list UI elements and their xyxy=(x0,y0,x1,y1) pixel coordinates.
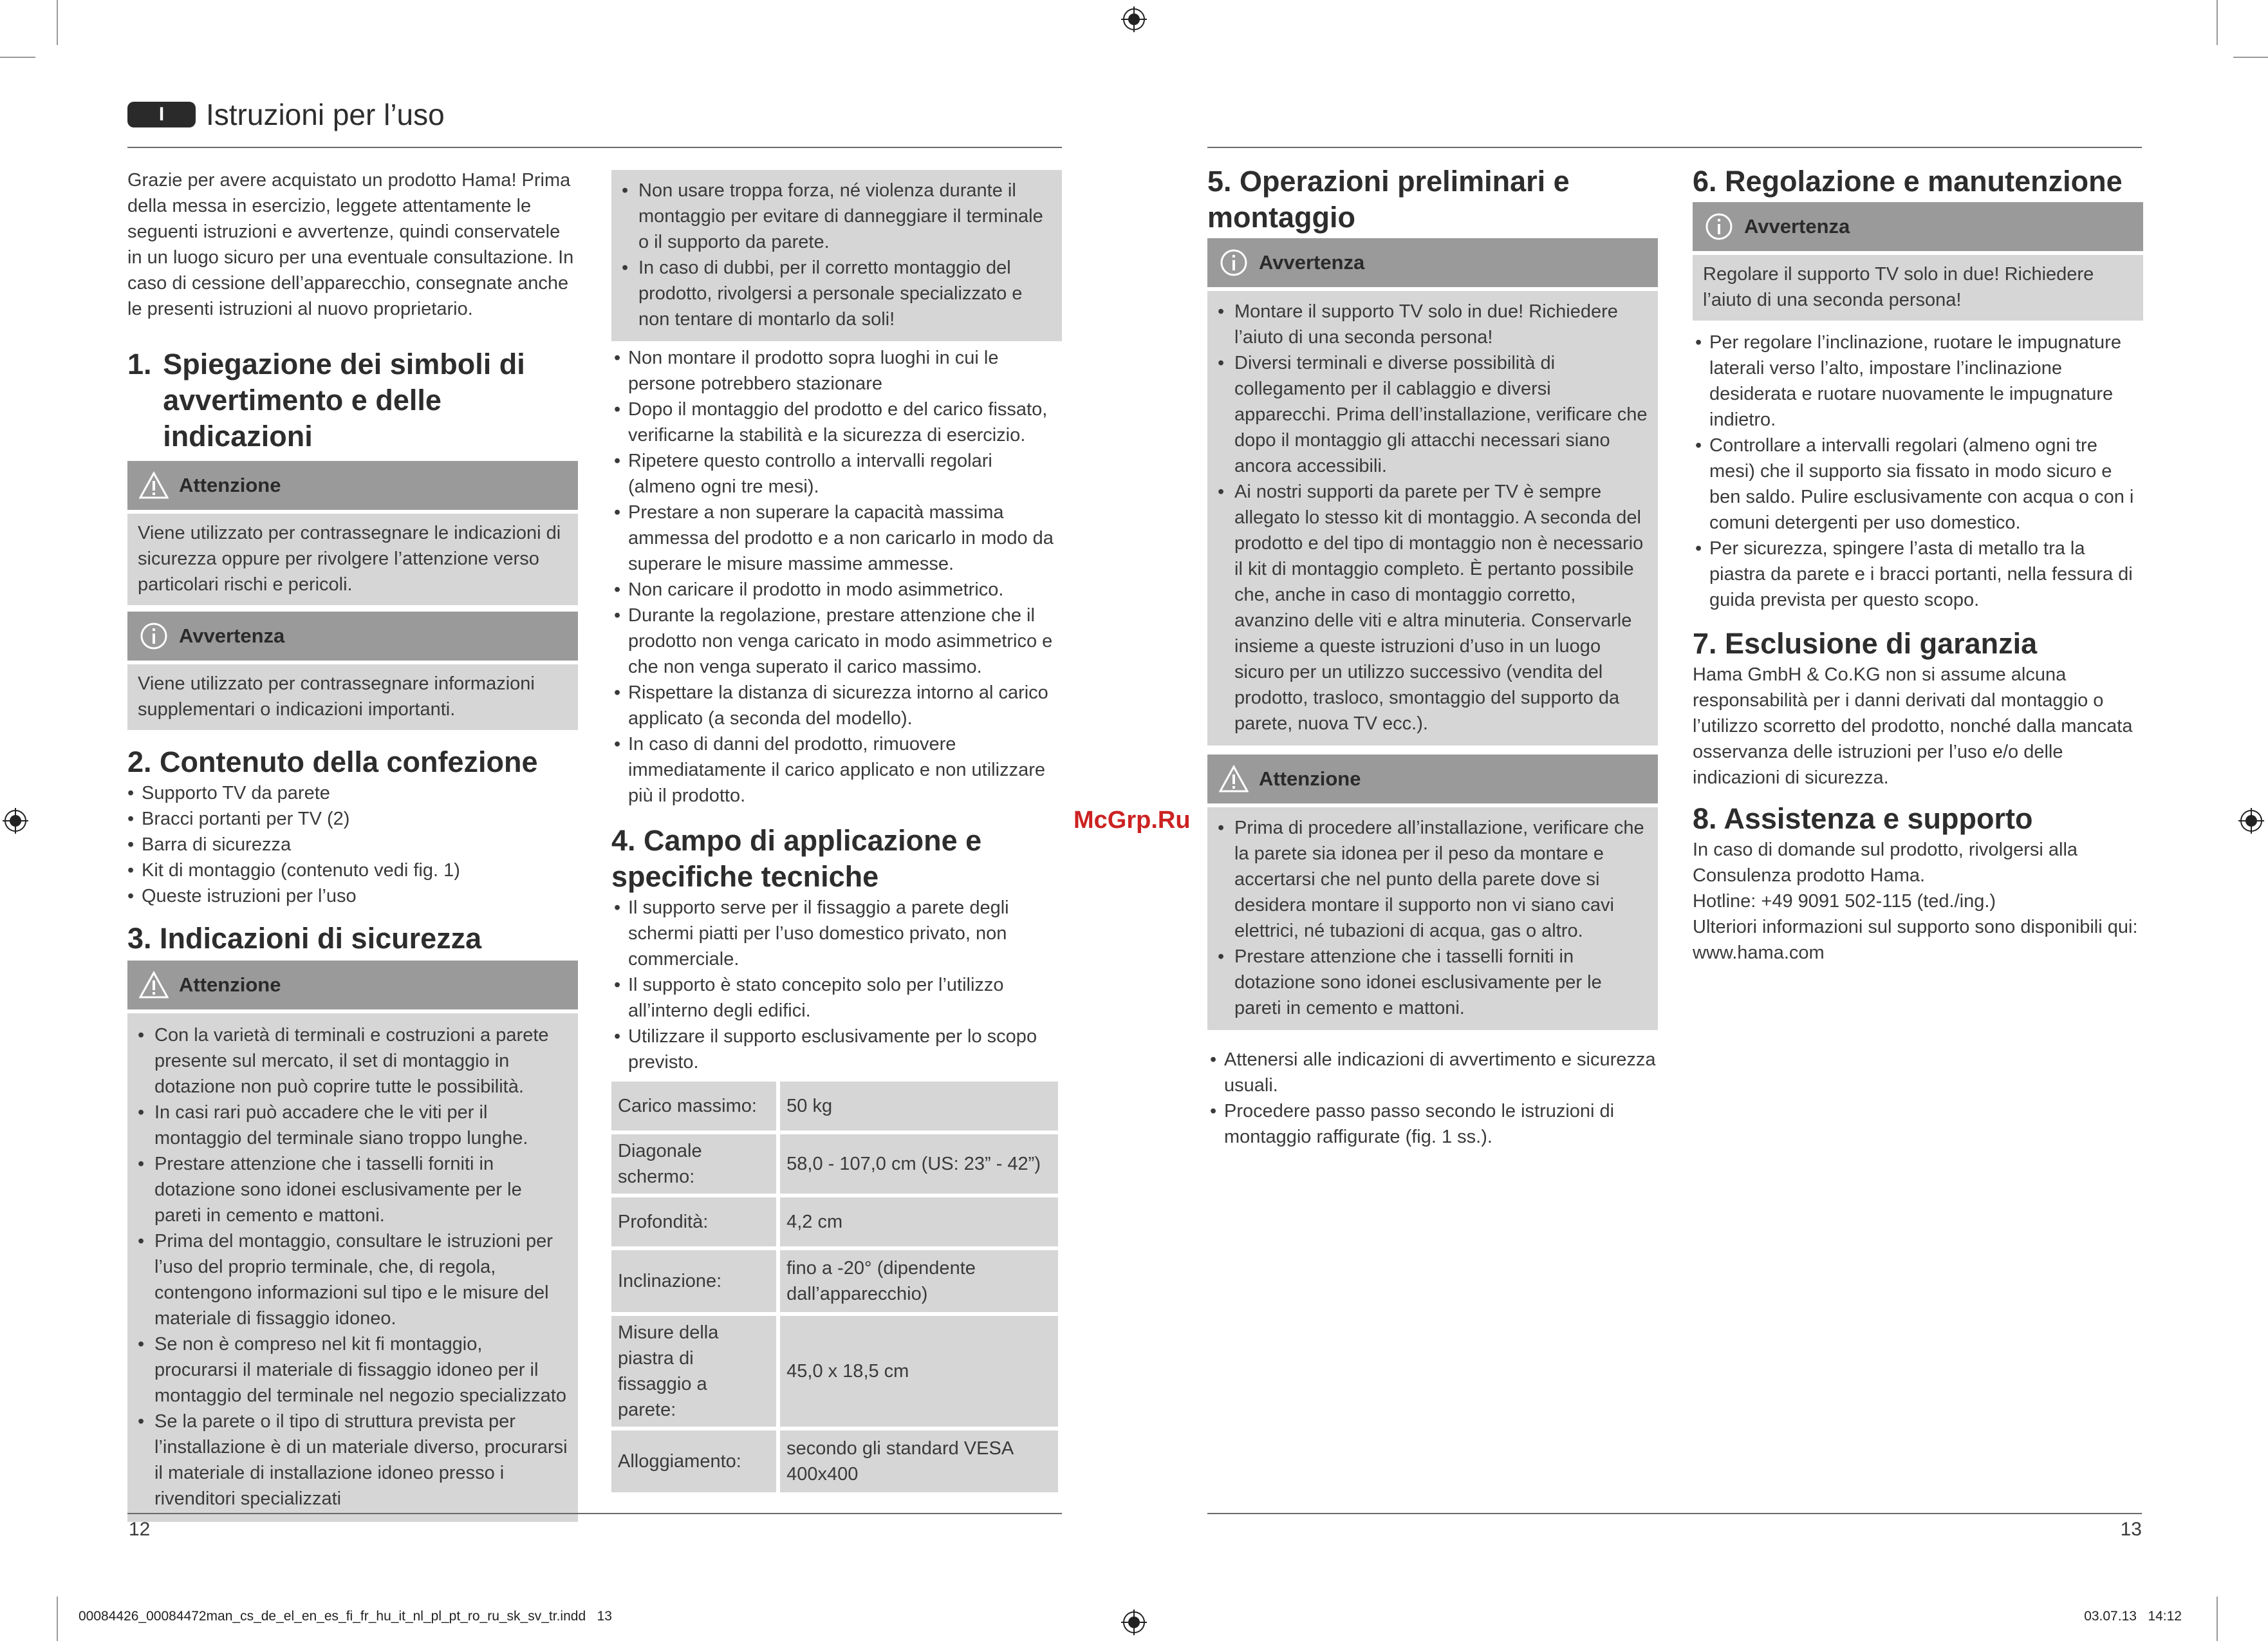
print-date: 03.07.13 14:12 xyxy=(2084,1609,2182,1624)
spec-table xyxy=(608,1078,1062,1496)
crop-mark xyxy=(2217,1597,2218,1641)
list-item: • Rispettare la distanza di sicurezza intorno al carico applicato (a seconda del modello). xyxy=(614,680,1062,731)
registration-mark-icon xyxy=(1121,1609,1147,1635)
spec-key: Carico massimo: xyxy=(611,1082,776,1130)
section-3-title: 3. Indicazioni di sicurezza xyxy=(127,922,482,955)
list-item: • In casi rari può accadere che le viti per il montaggio del terminale siano troppo lunghe. xyxy=(138,1100,568,1151)
page-title: Istruzioni per l’uso xyxy=(206,98,445,131)
section-4-title-line2: specifiche tecniche xyxy=(611,860,879,893)
footer-rule-left xyxy=(127,1513,1062,1514)
section-1-heading xyxy=(127,346,578,455)
note-text: Regolare il supporto TV solo in due! Richiedere l’aiuto di una seconda persona! xyxy=(1693,255,2143,321)
registration-mark-icon xyxy=(2238,808,2264,834)
support-text-1: In caso di domande sul prodotto, rivolgersi alla Consulenza prodotto Hama. xyxy=(1693,839,2078,886)
list-item: • Barra di sicurezza xyxy=(127,832,578,858)
note-header xyxy=(1207,238,1658,287)
header-rule xyxy=(127,147,1062,148)
list-item: • Il supporto serve per il fissaggio a parete degli schermi piatti per l’uso domestico privato, non commerciale. xyxy=(614,895,1062,972)
section-4-heading xyxy=(611,823,1062,895)
table-row xyxy=(611,1430,1058,1492)
column-2 xyxy=(611,170,1062,1496)
section-8-title: 8. Assistenza e supporto xyxy=(1693,802,2033,835)
warning-triangle-icon xyxy=(139,471,169,500)
attention-header xyxy=(127,961,578,1009)
list-item: • Prestare a non superare la capacità massima ammessa del prodotto e a non caricarlo in modo da superare le misure massime ammesse. xyxy=(614,500,1062,577)
table-row xyxy=(611,1197,1058,1246)
warning-triangle-icon xyxy=(1219,765,1249,793)
header-rule-right xyxy=(1207,147,2142,148)
list-item: • Prestare attenzione che i tasselli forniti in dotazione sono idonei esclusivamente per le pareti in cemento e mattoni. xyxy=(1218,944,1648,1021)
list-item: • Queste istruzioni per l’uso xyxy=(127,883,578,909)
section-1-title-line2: avvertimento e delle indicazioni xyxy=(163,384,442,453)
list-item: • Durante la regolazione, prestare attenzione che il prodotto non venga caricato in modo asimmetrico e che non venga superato il carico massimo. xyxy=(614,603,1062,680)
attention-header xyxy=(127,461,578,510)
table-row xyxy=(611,1250,1058,1312)
list-item: • Se la parete o il tipo di struttura prevista per l’installazione è di un materiale diverso, procurarsi il materiale di installazione idoneo presso i rivenditori specializzati xyxy=(138,1409,568,1512)
spec-value: 58,0 - 107,0 cm (US: 23” - 42”) xyxy=(780,1134,1058,1194)
section-1-number: 1. xyxy=(127,348,152,380)
list-item: • Ripetere questo controllo a intervalli regolari (almeno ogni tre mesi). xyxy=(614,448,1062,500)
info-icon xyxy=(139,622,169,650)
attention-label: Attenzione xyxy=(1259,767,1361,790)
section-5-title-line1: 5. Operazioni preliminari e xyxy=(1207,165,1570,198)
maintenance-note-box xyxy=(1693,202,2143,321)
maintenance-list xyxy=(1693,330,2143,613)
column-4 xyxy=(1693,164,2143,966)
list-item: • Prima di procedere all’installazione, verificare che la parete sia idonea per il peso da montare e accertarsi che nel punto della parete dove si desidera montare il supporto non vi siano cavi elettrici, né tubazioni di acqua, gas o altro. xyxy=(1218,815,1648,944)
attention-label: Attenzione xyxy=(179,474,281,496)
list-item: • Con la varietà di terminali e costruzioni a parete presente sul mercato, il set di montaggio in dotazione non può coprire tutte le possibilità. xyxy=(138,1022,568,1100)
spec-key: Inclinazione: xyxy=(611,1250,776,1312)
support-hotline: Hotline: +49 9091 502-115 (ted./ing.) xyxy=(1693,891,1996,912)
list-item: • Non montare il prodotto sopra luoghi in cui le persone potrebbero stazionare xyxy=(614,345,1062,397)
crop-mark xyxy=(0,57,35,58)
list-item: • Per regolare l’inclinazione, ruotare le impugnature laterali verso l’alto, impostare l’inclinazione desiderata e ruotare nuovamente le impugnature indietro. xyxy=(1695,330,2143,433)
section-6-title: 6. Regolazione e manutenzione xyxy=(1693,165,2123,198)
spec-value: 50 kg xyxy=(780,1082,1058,1130)
table-row xyxy=(611,1082,1058,1130)
support-text-2: Ulteriori informazioni sul supporto sono disponibili qui: xyxy=(1693,917,2138,937)
list-item: • Prima del montaggio, consultare le istruzioni per l’uso del proprio terminale, che, di regola, contengono informazioni sul tipo e le misure del materiale di fissaggio idoneo. xyxy=(138,1228,568,1331)
spec-value: 4,2 cm xyxy=(780,1197,1058,1246)
warranty-text: Hama GmbH & Co.KG non si assume alcuna responsabilità per i danni derivati dal montaggio o l’utilizzo scorretto del prodotto, nonché dalla mancata osservanza delle istruzioni per l’uso e/o delle indicazioni di sicurezza. xyxy=(1693,664,2133,788)
attention-list-body xyxy=(127,1013,578,1522)
list-item: • Il supporto è stato concepito solo per l’utilizzo all’interno degli edifici. xyxy=(614,972,1062,1024)
list-item: • Kit di montaggio (contenuto vedi fig. 1) xyxy=(127,858,578,883)
section-2-title: 2. Contenuto della confezione xyxy=(127,745,538,778)
note-header xyxy=(1693,202,2143,251)
list-item: • Diversi terminali e diverse possibilità di collegamento per il cablaggio e diversi apparecchi. Prima dell’installazione, verificare che dopo il montaggio gli attacchi necessari siano ancora accessibili. xyxy=(1218,350,1648,479)
spec-value: secondo gli standard VESA 400x400 xyxy=(780,1430,1058,1492)
list-item: • Supporto TV da parete xyxy=(127,780,578,806)
attention-text: Viene utilizzato per contrassegnare le indicazioni di sicurezza oppure per rivolgere l’attenzione verso particolari rischi e pericoli. xyxy=(127,514,578,605)
page-number-left: 12 xyxy=(129,1519,151,1540)
note-label: Avvertenza xyxy=(1744,215,1850,238)
list-item: • Non usare troppa forza, né violenza durante il montaggio per evitare di danneggiare il terminale o il supporto da parete. xyxy=(622,178,1052,255)
safety-attention-box xyxy=(127,961,578,1522)
info-icon xyxy=(1219,248,1249,277)
table-row xyxy=(611,1316,1058,1427)
contents-list xyxy=(127,780,578,909)
list-item: • Bracci portanti per TV (2) xyxy=(127,806,578,832)
list-item: • Utilizzare il supporto esclusivamente per lo scopo previsto. xyxy=(614,1024,1062,1075)
watermark: McGrp.Ru xyxy=(1074,807,1191,834)
language-badge: I xyxy=(127,102,196,127)
info-icon xyxy=(1704,212,1734,241)
list-item: • Non caricare il prodotto in modo asimmetrico. xyxy=(614,577,1062,603)
prep-list xyxy=(1207,1047,1658,1150)
list-item: • Dopo il montaggio del prodotto e del carico fissato, verificarne la stabilità e la sicurezza di esercizio. xyxy=(614,397,1062,448)
spec-value: 45,0 x 18,5 cm xyxy=(780,1316,1058,1427)
note-header xyxy=(127,612,578,661)
list-item: • Controllare a intervalli regolari (almeno ogni tre mesi) che il supporto sia fissato in modo sicuro e ben saldo. Pulire esclusivamente con acqua o con i comuni detergenti per uso domestico. xyxy=(1695,433,2143,536)
list-item: • Se non è compreso nel kit fi montaggio, procurarsi il materiale di fissaggio idoneo per il montaggio del terminale nel negozio specializzato xyxy=(138,1331,568,1409)
attention-header xyxy=(1207,755,1658,803)
attention-label: Attenzione xyxy=(179,973,281,996)
note-label: Avvertenza xyxy=(1259,251,1365,274)
footer-rule-right xyxy=(1207,1513,2142,1514)
column-1 xyxy=(127,167,578,1522)
spec-key: Alloggiamento: xyxy=(611,1430,776,1492)
section-4-title-line1: 4. Campo di applicazione e xyxy=(611,824,982,857)
section-7-title: 7. Esclusione di garanzia xyxy=(1693,627,2038,660)
table-row xyxy=(611,1134,1058,1194)
list-item: • In caso di dubbi, per il corretto montaggio del prodotto, rivolgersi a personale specializzato e non tentare di montarlo da soli! xyxy=(622,255,1052,332)
list-item: • Attenersi alle indicazioni di avvertimento e sicurezza usuali. xyxy=(1210,1047,1658,1098)
list-item: • Procedere passo passo secondo le istruzioni di montaggio raffigurate (fig. 1 ss.). xyxy=(1210,1098,1658,1150)
registration-mark-icon xyxy=(3,808,28,834)
prep-note-box xyxy=(1207,238,1658,745)
list-item: • Per sicurezza, spingere l’asta di metallo tra la piastra da parete e i bracci portanti, nella fessura di guida prevista per questo scopo. xyxy=(1695,536,2143,613)
attention-list-continued xyxy=(611,170,1062,341)
list-item: • In caso di danni del prodotto, rimuovere immediatamente il carico applicato e non utilizzare più il prodotto. xyxy=(614,731,1062,809)
spec-key: Profondità: xyxy=(611,1197,776,1246)
attention-list-body xyxy=(1207,807,1658,1030)
spec-key: Diagonale schermo: xyxy=(611,1134,776,1194)
support-website: www.hama.com xyxy=(1693,942,1825,963)
safety-list xyxy=(611,345,1062,809)
note-text: Viene utilizzato per contrassegnare informazioni supplementari o indicazioni importanti. xyxy=(127,664,578,730)
intro-text: Grazie per avere acquistato un prodotto Hama! Prima della messa in esercizio, leggete attentamente le seguenti istruzioni e avvertenze, quindi conservatele in un luogo sicuro per una eventuale consultazione. In caso di cessione dell’apparecchio, consegnate anche le presenti istruzioni al nuovo proprietario. xyxy=(127,170,574,319)
page-number-right: 13 xyxy=(2120,1519,2142,1540)
print-file-name: 00084426_00084472man_cs_de_el_en_es_fi_fr_hu_it_nl_pl_pt_ro_ru_sk_sv_tr.indd 13 xyxy=(79,1609,612,1624)
list-item: • Prestare attenzione che i tasselli forniti in dotazione sono idonei esclusivamente per le pareti in cemento e mattoni. xyxy=(138,1151,568,1228)
list-item: • Montare il supporto TV solo in due! Richiedere l’aiuto di una seconda persona! xyxy=(1218,299,1648,350)
crop-mark xyxy=(2217,0,2218,45)
section-1-title-line1: Spiegazione dei simboli di xyxy=(163,348,525,380)
spec-value: fino a -20° (dipendente dall’apparecchio) xyxy=(780,1250,1058,1312)
application-list xyxy=(611,895,1062,1075)
spec-key: Misure della piastra di fissaggio a parete: xyxy=(611,1316,776,1427)
crop-mark xyxy=(2233,57,2268,58)
note-box xyxy=(127,612,578,730)
prep-attention-box xyxy=(1207,755,1658,1030)
warning-triangle-icon xyxy=(139,971,169,999)
note-label: Avvertenza xyxy=(179,624,285,647)
note-list-body xyxy=(1207,291,1658,745)
crop-mark xyxy=(57,1597,58,1641)
attention-box xyxy=(127,461,578,605)
list-item: • Ai nostri supporti da parete per TV è sempre allegato lo stesso kit di montaggio. A seconda del prodotto e del tipo di montaggio non è necessario il kit di montaggio completo. È pertanto possibile che, anche in caso di montaggio corretto, avanzino delle viti e altra minuteria. Conservarle insieme a queste istruzioni d’uso in un luogo sicuro per un utilizzo successivo (vendita del prodotto, trasloco, smontaggio del supporto da parete, nuova TV ecc.). xyxy=(1218,479,1648,736)
column-3 xyxy=(1207,164,1658,1150)
registration-mark-icon xyxy=(1121,6,1147,32)
crop-mark xyxy=(57,0,58,45)
section-5-title-line2: montaggio xyxy=(1207,201,1355,234)
